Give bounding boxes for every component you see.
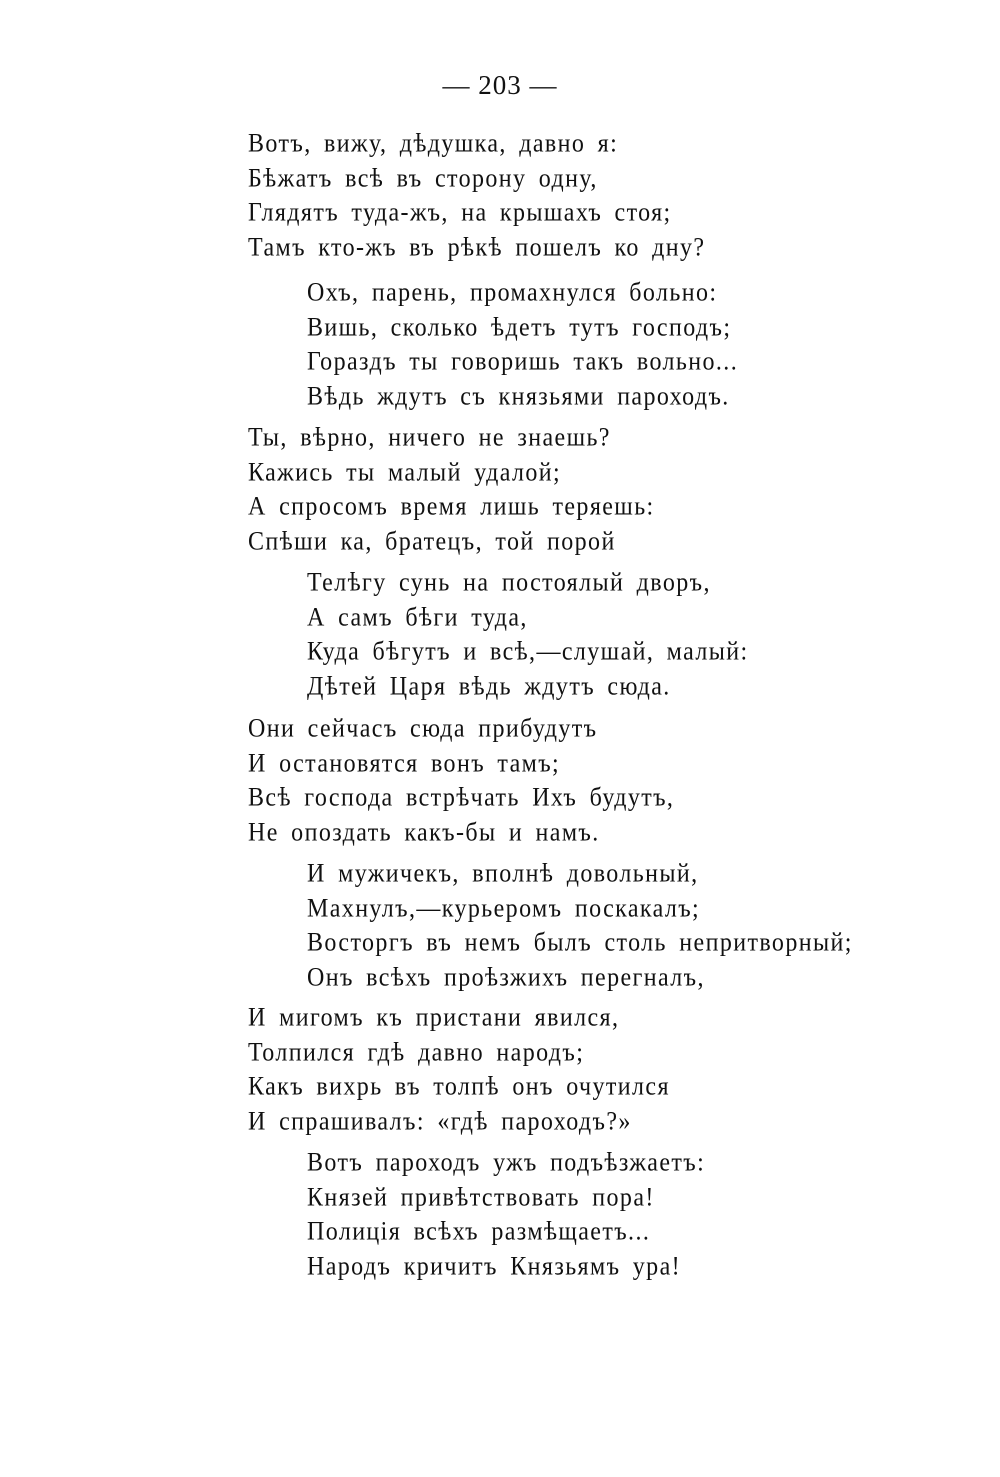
verse-line: Вотъ пароходъ ужъ подъѣзжаетъ:	[307, 1148, 706, 1178]
stanza-1	[248, 127, 705, 265]
verse-line: Охъ, парень, промахнулся больно:	[307, 278, 718, 308]
verse-line: И мигомъ къ пристани явился,	[248, 1003, 620, 1033]
verse-line: Бѣжатъ всѣ въ сторону одну,	[248, 164, 598, 193]
verse-line: А спросомъ время лишь теряешь:	[248, 492, 655, 522]
verse-line: Вишь, сколько ѣдетъ тутъ господъ;	[307, 313, 732, 342]
verse-line: Всѣ господа встрѣчать Ихъ будутъ,	[248, 783, 675, 813]
verse-line: Ты, вѣрно, ничего не знаешь?	[248, 423, 611, 453]
verse-line: Вѣдь ждутъ съ князьями пароходъ.	[307, 382, 730, 411]
verse-line: Онъ всѣхъ проѣзжихъ перегналъ,	[307, 963, 705, 992]
verse-line: Тамъ кто-жъ въ рѣкѣ пошелъ ко дну?	[248, 233, 706, 262]
verse-line: Они сейчасъ сюда прибудутъ	[248, 714, 598, 744]
verse-line: Народъ кричитъ Князьямъ ура!	[307, 1252, 682, 1281]
stanza-3	[248, 421, 655, 559]
verse-line: Князей привѣтствовать пора!	[307, 1183, 655, 1212]
verse-line: Восторгъ въ немъ былъ столь непритворный;	[307, 928, 853, 958]
verse-line: Какъ вихрь въ толпѣ онъ очутился	[248, 1072, 670, 1102]
stanza-2	[307, 276, 738, 414]
verse-line: И мужичекъ, вполнѣ довольный,	[307, 859, 699, 889]
verse-line: Куда бѣгутъ и всѣ,—слушай, малый:	[307, 637, 749, 667]
verse-line: Дѣтей Царя вѣдь ждутъ сюда.	[307, 672, 671, 701]
verse-line: Кажись ты малый удалой;	[248, 458, 562, 487]
verse-line: И остановятся вонъ тамъ;	[248, 749, 561, 778]
stanza-7	[248, 1001, 670, 1139]
stanza-5	[248, 712, 674, 850]
verse-line: Спѣши ка, братецъ, той порой	[248, 527, 616, 556]
verse-line: Не опоздать какъ-бы и намъ.	[248, 818, 600, 847]
verse-line: Телѣгу сунь на постоялый дворъ,	[307, 568, 711, 598]
verse-line: Толпился гдѣ давно народъ;	[248, 1038, 585, 1067]
stanza-8	[307, 1146, 705, 1284]
verse-line: И спрашивалъ: «гдѣ пароходъ?»	[248, 1107, 632, 1136]
stanza-4	[307, 566, 749, 704]
verse-line: Полиція всѣхъ размѣщаетъ...	[307, 1217, 651, 1247]
verse-line: Вотъ, вижу, дѣдушка, давно я:	[248, 129, 619, 159]
verse-line: Гораздъ ты говоришь такъ вольно...	[307, 347, 739, 377]
verse-line: А самъ бѣги туда,	[307, 603, 528, 632]
verse-line: Глядятъ туда-жъ, на крышахъ стоя;	[248, 198, 672, 228]
stanza-6	[307, 857, 853, 995]
verse-line: Махнулъ,—курьеромъ поскакалъ;	[307, 894, 701, 923]
page-number: — 203 —	[442, 70, 558, 100]
